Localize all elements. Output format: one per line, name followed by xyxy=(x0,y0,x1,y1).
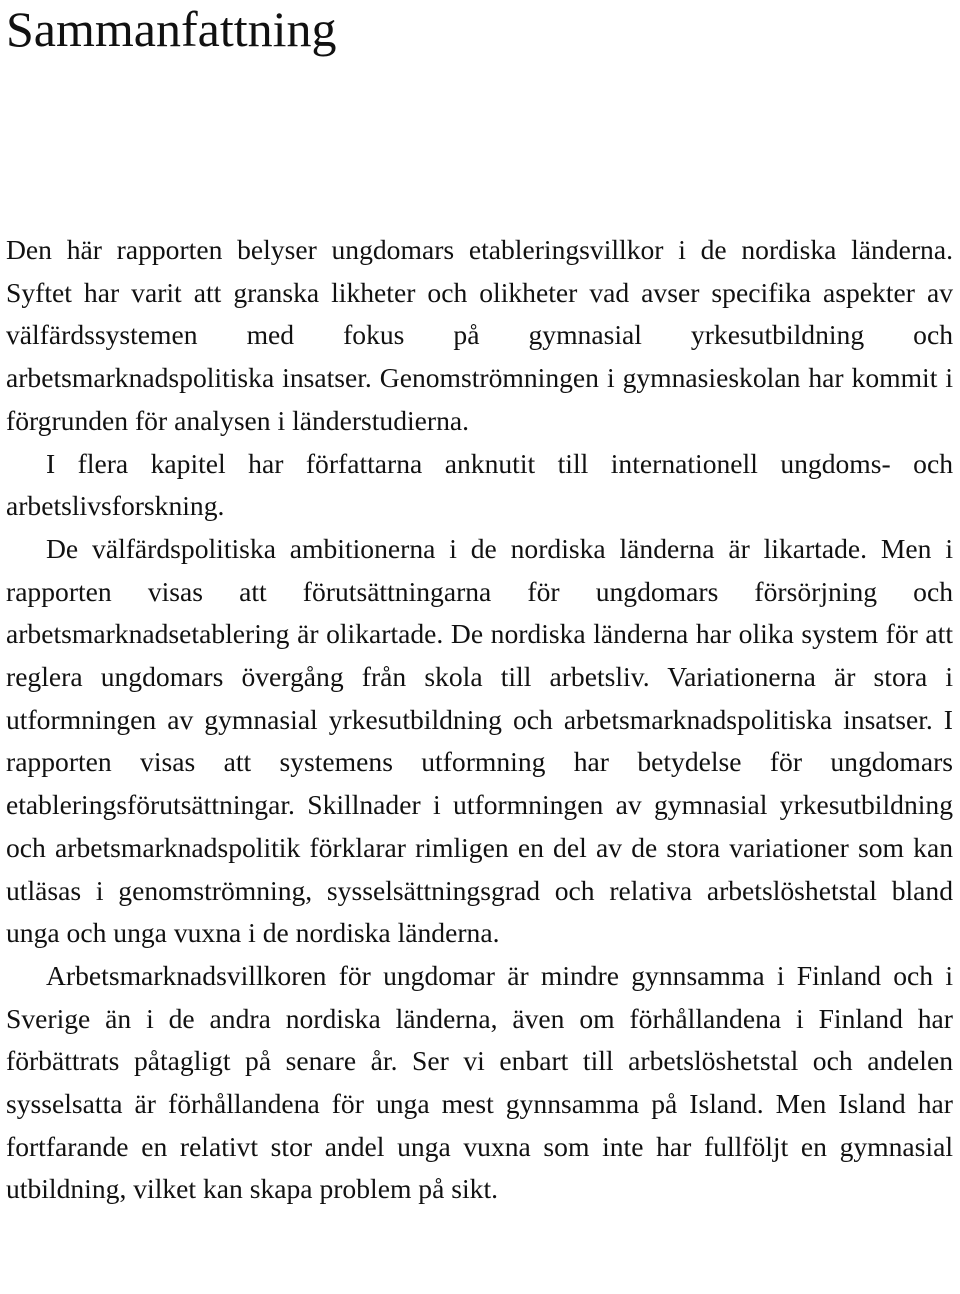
body-text xyxy=(6,229,953,1211)
paragraph-labour-market: Arbetsmarknadsvillkoren för ungdomar är mindre gynnsamma i Finland och i Sverige än i de andra nordiska länderna, även om förhållandena i Finland har förbättrats påtagligt på senare år. Ser vi enbart till arbetslöshetstal och andelen sysselsatta är förhållandena för unga mest gynnsamma på Island. Men Island har fortfarande en relativt stor andel unga vuxna som inte har fullföljt en gymnasial utbildning, vilket kan skapa problem på sikt. xyxy=(6,959,953,1205)
page-title: Sammanfattning xyxy=(6,1,337,57)
paragraph-intro: Den här rapporten belyser ungdomars etableringsvillkor i de nordiska länderna. Syftet har varit att granska likheter och olikheter vad avser specifika aspekter av välfärdssystemen med fokus på gymnasial yrkesutbildning och arbetsmarknadspolitiska insatser. Genomströmningen i gymnasieskolan har kommit i förgrunden för analysen i länderstudierna. xyxy=(6,234,953,436)
paragraph-research: I flera kapitel har författarna anknutit till internationell ungdoms- och arbetslivsforskning. xyxy=(6,447,953,522)
paragraph-welfare-ambitions: De välfärdspolitiska ambitionerna i de nordiska länderna är likartade. Men i rapporten visas att förutsättningarna för ungdomars försörjning och arbetsmarknadsetablering är olikartade. De nordiska länderna har olika system för att reglera ungdomars övergång från skola till arbetsliv. Variationerna är stora i utformningen av gymnasial yrkesutbildning och arbetsmarknadspolitiska insatser. I rapporten visas att systemens utformning har betydelse för ungdomars etableringsförutsättningar. Skillnader i utformningen av gymnasial yrkesutbildning och arbetsmarknadspolitik förklarar rimligen en del av de stora variationer som kan utläsas i genomströmning, sysselsättningsgrad och relativa arbetslöshetstal bland unga och unga vuxna i de nordiska länderna. xyxy=(6,532,953,949)
